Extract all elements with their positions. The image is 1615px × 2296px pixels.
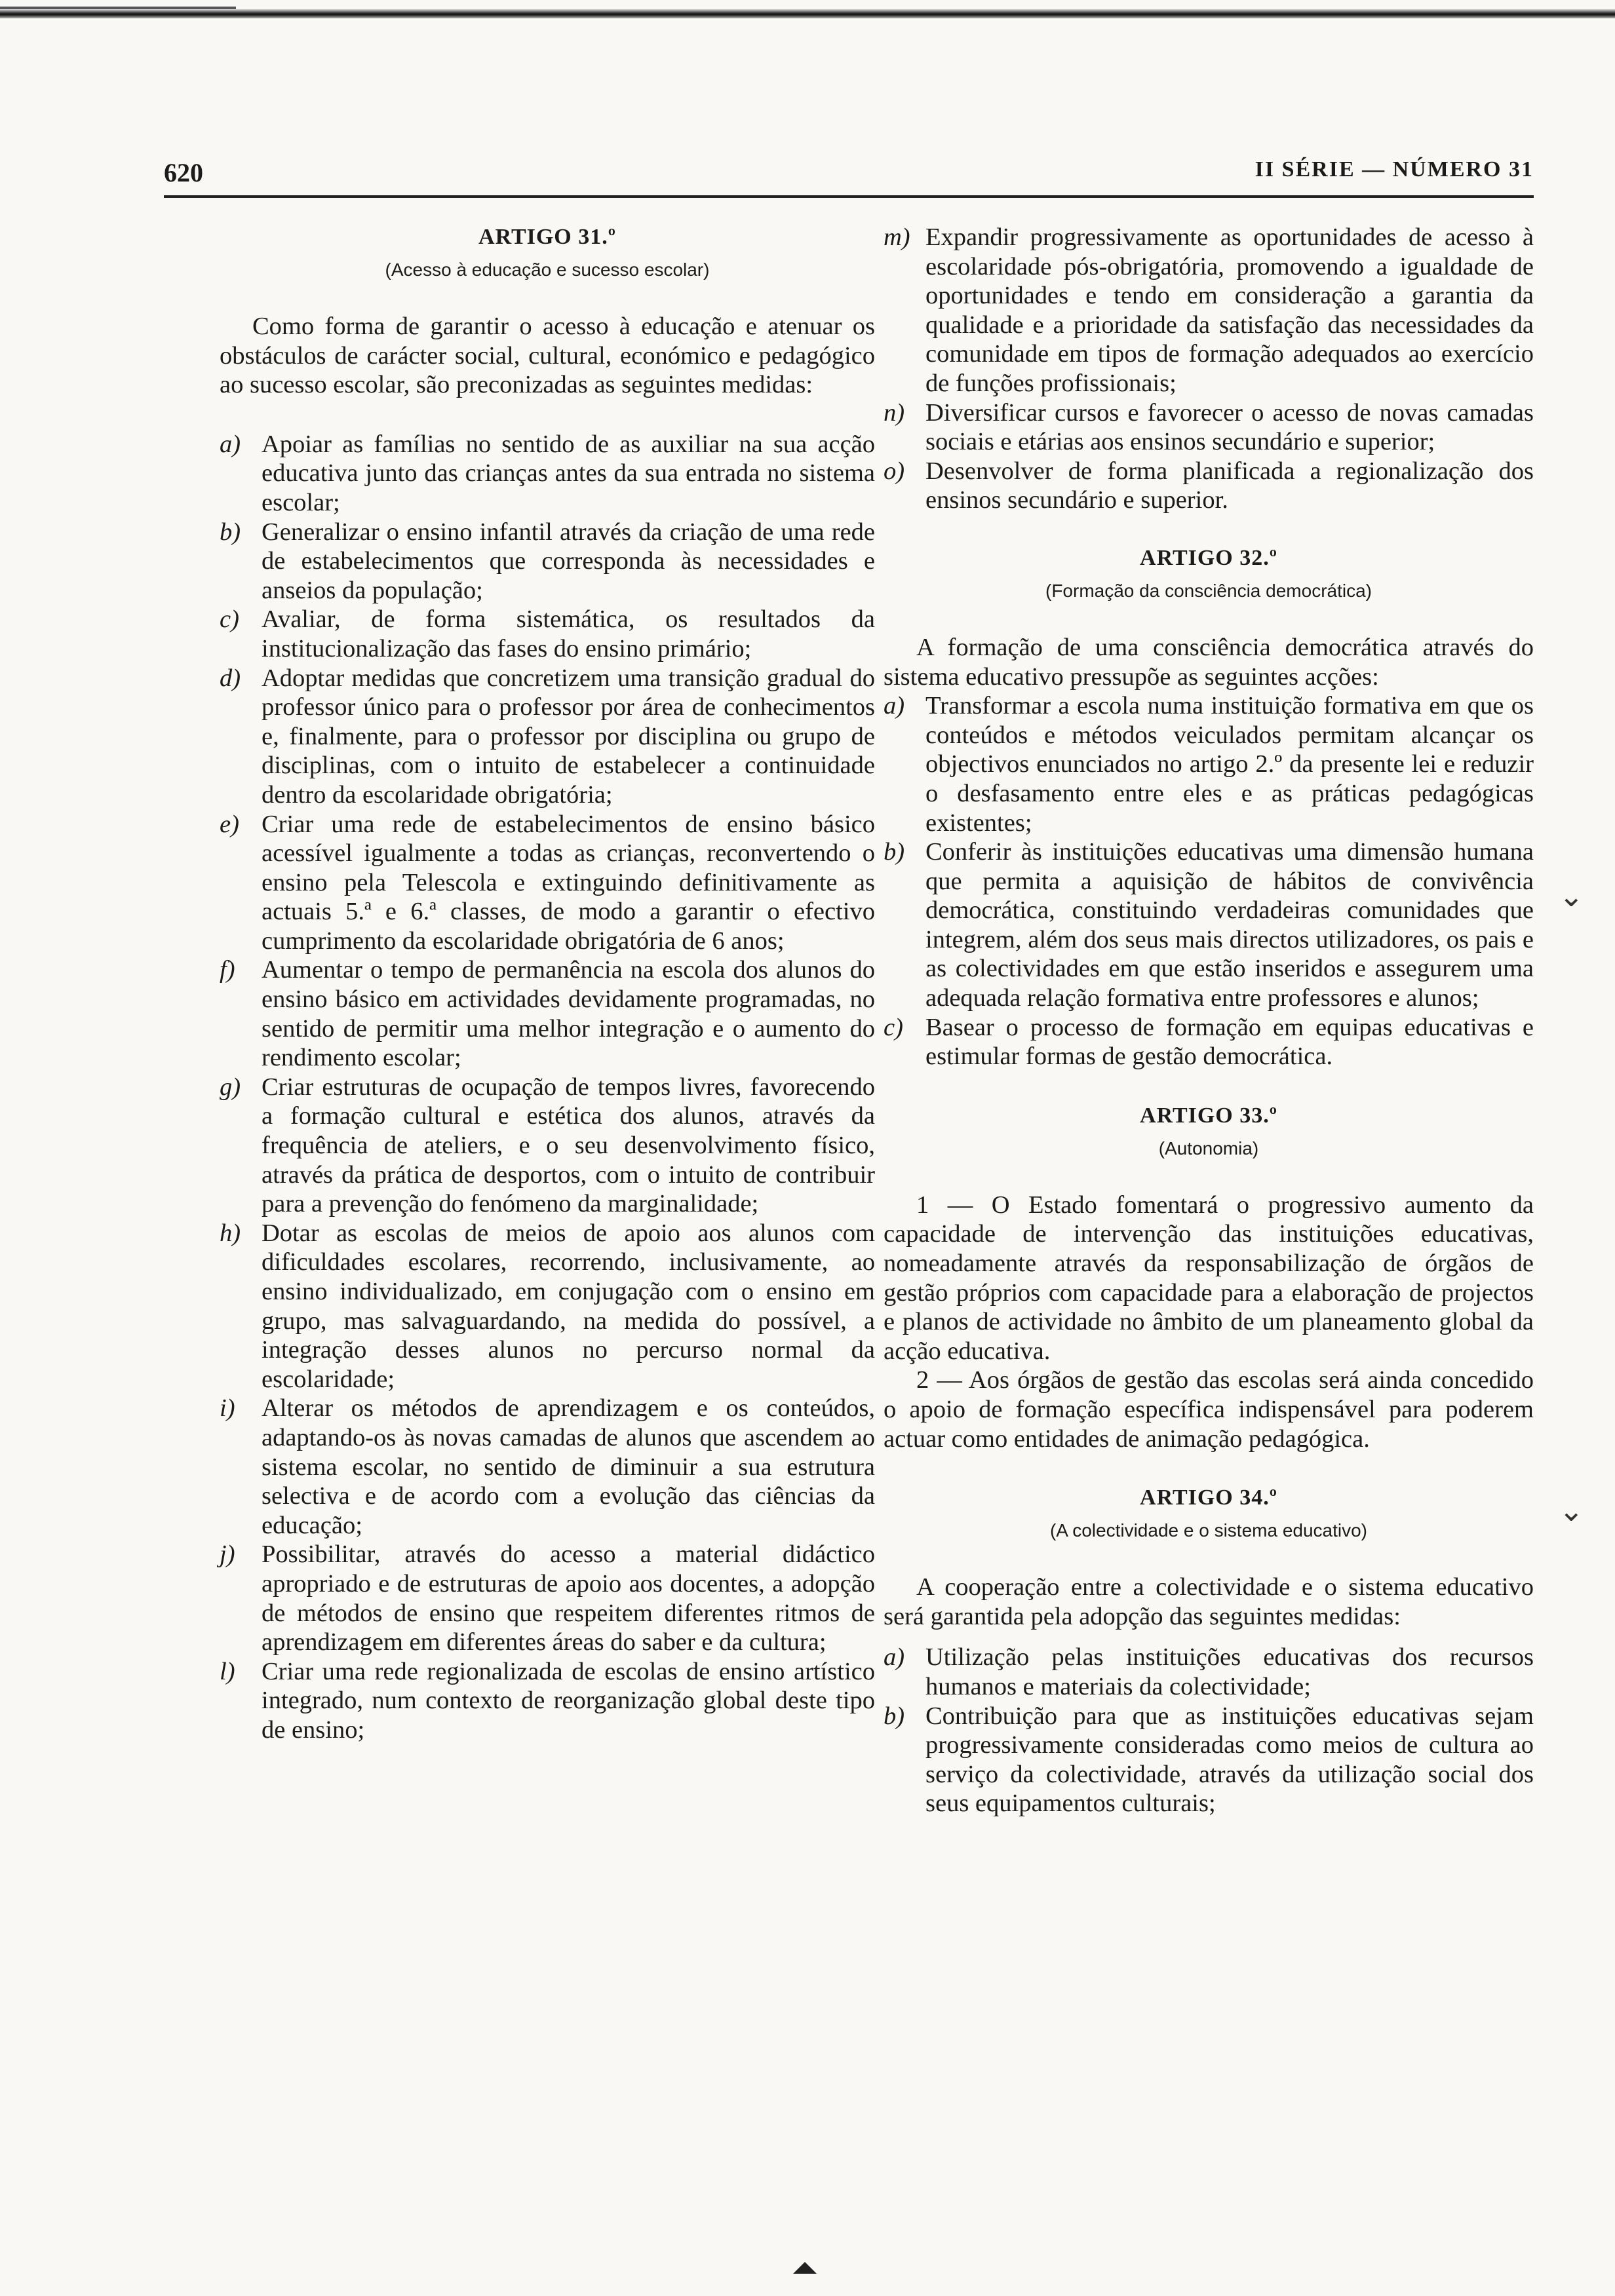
article-34-title: ARTIGO 34.º <box>1140 1485 1277 1510</box>
left-column <box>220 223 875 1745</box>
article-32-subtitle: (Formação da consciência democrática) <box>1045 580 1372 601</box>
article-32-title: ARTIGO 32.º <box>1140 545 1277 570</box>
list-item <box>884 457 1534 515</box>
item-text: Utilização pelas instituições educativas dos recursos humanos e materiais da colectividade; <box>925 1643 1534 1700</box>
item-text: Dotar as escolas de meios de apoio aos alunos com dificuldades escolares, recorrendo, inclusivamente, ao ensino individualizado, em conjugação com o ensino em grupo, mas salvaguardando, na medida do possível, a integração desses alunos no percurso normal da escolaridade; <box>262 1219 875 1393</box>
list-item <box>220 1073 875 1219</box>
article-33-title: ARTIGO 33.º <box>1140 1103 1277 1128</box>
item-letter: a) <box>884 1643 905 1672</box>
item-letter: d) <box>220 664 241 692</box>
item-text: Alterar os métodos de aprendizagem e os conteúdos, adaptando-os às novas camadas de alunos que ascendem ao sistema escolar, no sentido de diminuir a sua estrutura selectiva e de acordo com a evolução das ciências da educação; <box>262 1394 875 1539</box>
item-text: Criar uma rede regionalizada de escolas de ensino artístico integrado, num contexto de reorganização global deste tipo de ensino; <box>262 1657 875 1744</box>
item-letter: o) <box>884 457 905 485</box>
item-letter: b) <box>884 1702 905 1730</box>
item-letter: l) <box>220 1657 235 1685</box>
item-letter: a) <box>220 430 241 458</box>
article-32 <box>884 544 1534 1071</box>
article-31-intro: Como forma de garantir o acesso à educação e atenuar os obstáculos de carácter social, cultural, económico e pedagógico ao sucesso escolar, são preconizadas as seguintes medidas: <box>220 313 875 399</box>
series-label: II SÉRIE — NÚMERO 31 <box>1255 157 1534 182</box>
list-item <box>220 430 875 518</box>
item-letter: g) <box>220 1073 241 1101</box>
article-33 <box>884 1101 1534 1453</box>
article-34 <box>884 1483 1534 1818</box>
list-item <box>884 691 1534 837</box>
list-item <box>884 1643 1534 1701</box>
article-34-list <box>884 1643 1534 1818</box>
item-text: Possibilitar, através do acesso a material didáctico apropriado e de estruturas de apoio aos docentes, a adopção de métodos de ensino que respeitem diferentes ritmos de aprendizagem em diferentes áreas do saber e da cultura; <box>262 1540 875 1656</box>
list-item <box>884 837 1534 1013</box>
article-32-list <box>884 691 1534 1071</box>
article-34-intro: A cooperação entre a colectividade e o sistema educativo será garantida pela adopção das seguintes medidas: <box>884 1573 1534 1630</box>
item-text: Basear o processo de formação em equipas educativas e estimular formas de gestão democrática. <box>925 1013 1534 1071</box>
item-text: Expandir progressivamente as oportunidades de acesso à escolaridade pós-obrigatória, promovendo a igualdade de oportunidades e tendo em consideração a garantia da qualidade e a prioridade da satisfação das necessidades da comunidade em tipos de formação adequados ao exercício de funções profissionais; <box>925 223 1534 397</box>
scan-artifact-top-rule <box>0 9 1615 18</box>
article-34-subtitle: (A colectividade e o sistema educativo) <box>1049 1520 1368 1541</box>
article-31-subtitle: (Acesso à educação e sucesso escolar) <box>385 259 710 280</box>
item-letter: b) <box>884 838 905 866</box>
list-item <box>220 1657 875 1745</box>
article-31-list-continued <box>884 223 1534 515</box>
item-letter: f) <box>220 956 235 984</box>
item-text: Criar estruturas de ocupação de tempos livres, favorecendo a formação cultural e estética dos alunos, através da frequência de ateliers, e o seu desenvolvimento físico, através da prática de desportos, com o intuito de contribuir para a prevenção do fenómeno da marginalidade; <box>262 1073 875 1218</box>
article-33-subtitle: (Autonomia) <box>1158 1138 1259 1158</box>
list-item <box>220 1540 875 1656</box>
item-letter: c) <box>884 1013 903 1041</box>
article-33-paragraph: 1 — O Estado fomentará o progressivo aumento da capacidade de intervenção das instituições educativas, nomeadamente através da responsabilização de órgãos de gestão próprios com capacidade para a elaboração de projectos e planos de actividade no âmbito de um planeamento global da acção educativa. <box>884 1191 1534 1365</box>
item-text: Aumentar o tempo de permanência na escola dos alunos do ensino básico em actividades devidamente programadas, no sentido de permitir uma melhor integração e o aumento do rendimento escolar; <box>262 956 875 1072</box>
list-item <box>220 955 875 1072</box>
list-item <box>884 398 1534 457</box>
margin-check-mark: ⌄ <box>1559 1493 1584 1528</box>
item-letter: b) <box>220 518 241 546</box>
list-item <box>220 664 875 810</box>
right-column <box>884 223 1534 1818</box>
article-31-list <box>220 430 875 1745</box>
page-number: 620 <box>164 158 203 187</box>
item-letter: n) <box>884 398 905 427</box>
list-item <box>220 810 875 956</box>
list-item <box>220 1394 875 1540</box>
item-letter: i) <box>220 1394 235 1423</box>
item-text: Generalizar o ensino infantil através da criação de uma rede de estabelecimentos que corresponda às necessidades e anseios da população; <box>262 518 875 604</box>
article-33-paragraph: 2 — Aos órgãos de gestão das escolas será ainda concedido o apoio de formação específica indispensável para poderem actuar como entidades de animação pedagógica. <box>884 1366 1534 1453</box>
item-letter: a) <box>884 692 905 720</box>
list-item <box>220 1219 875 1394</box>
item-letter: e) <box>220 810 239 838</box>
list-item <box>884 1013 1534 1071</box>
article-31-title: ARTIGO 31.º <box>478 225 616 249</box>
list-item <box>884 223 1534 398</box>
item-letter: c) <box>220 605 239 634</box>
item-letter: m) <box>884 223 910 251</box>
page-footer-mark <box>793 2262 817 2274</box>
item-text: Adoptar medidas que concretizem uma transição gradual do professor único para o professor por área de conhecimentos e, finalmente, para o professor por disciplina ou grupo de disciplinas, com o intuito de estabelecer a continuidade dentro da escolaridade obrigatória; <box>262 664 875 809</box>
item-letter: j) <box>220 1540 235 1569</box>
item-text: Transformar a escola numa instituição formativa em que os conteúdos e métodos veiculados permitam alcançar os objectivos enunciados no artigo 2.º da presente lei e reduzir o desfasamento entre eles e as práticas pedagógicas existentes; <box>925 692 1534 837</box>
item-text: Desenvolver de forma planificada a regionalização dos ensinos secundário e superior. <box>925 457 1534 514</box>
item-letter: h) <box>220 1219 241 1247</box>
list-item <box>884 1702 1534 1818</box>
item-text: Contribuição para que as instituições educativas sejam progressivamente consideradas como meios de cultura ao serviço da colectividade, através da utilização social dos seus equipamentos culturais; <box>925 1702 1534 1818</box>
article-32-intro: A formação de uma consciência democrática através do sistema educativo pressupõe as seguintes acções: <box>884 633 1534 691</box>
page-header <box>164 157 1534 198</box>
item-text: Criar uma rede de estabelecimentos de ensino básico acessível igualmente a todas as crianças, reconvertendo o ensino pela Telescola e extinguindo definitivamente as actuais 5.ª e 6.ª classes, de modo a garantir o efectivo cumprimento da escolaridade obrigatória de 6 anos; <box>262 810 875 955</box>
margin-check-mark: ⌄ <box>1559 878 1584 913</box>
list-item <box>220 605 875 663</box>
item-text: Diversificar cursos e favorecer o acesso de novas camadas sociais e etárias aos ensinos secundário e superior; <box>925 398 1534 456</box>
article-31 <box>220 223 875 1745</box>
item-text: Avaliar, de forma sistemática, os resultados da institucionalização das fases do ensino primário; <box>262 605 875 662</box>
list-item <box>220 518 875 605</box>
item-text: Apoiar as famílias no sentido de as auxiliar na sua acção educativa junto das crianças antes da sua entrada no sistema escolar; <box>262 430 875 516</box>
item-text: Conferir às instituições educativas uma dimensão humana que permita a aquisição de hábitos de convivência democrática, constituindo verdadeiras comunidades que integrem, além dos seus mais directos utilizadores, os pais e as colectividades em que estão inseridos e assegurem uma adequada relação formativa entre professores e alunos; <box>925 838 1534 1012</box>
